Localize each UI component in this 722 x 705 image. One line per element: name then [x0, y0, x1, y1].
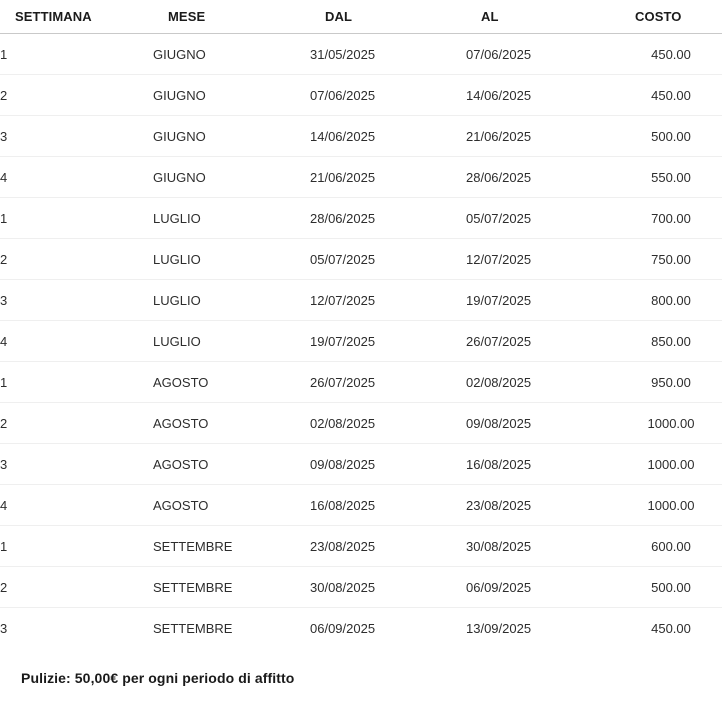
cell-costo: 450.00 [620, 608, 722, 649]
cell-costo: 950.00 [620, 362, 722, 403]
column-header-al: AL [466, 0, 620, 34]
cell-mese: LUGLIO [153, 280, 310, 321]
cell-settimana: 3 [0, 608, 153, 649]
table-row [0, 444, 722, 485]
cell-al: 30/08/2025 [466, 526, 620, 567]
cell-costo: 700.00 [620, 198, 722, 239]
cell-dal: 23/08/2025 [310, 526, 466, 567]
cell-mese: SETTEMBRE [153, 608, 310, 649]
cell-settimana: 3 [0, 444, 153, 485]
cell-mese: AGOSTO [153, 444, 310, 485]
cell-mese: GIUGNO [153, 46, 206, 62]
cell-settimana: 2 [0, 403, 153, 444]
cell-costo: 800.00 [620, 280, 722, 321]
table-row [0, 198, 722, 239]
cell-dal: 31/05/2025 [310, 46, 376, 62]
cell-al: 13/09/2025 [466, 608, 620, 649]
cell-dal: 19/07/2025 [310, 321, 466, 362]
table-row [0, 34, 722, 75]
table-row [0, 608, 722, 649]
cell-dal: 30/08/2025 [310, 567, 466, 608]
cell-dal: 16/08/2025 [310, 485, 466, 526]
table-row [0, 116, 722, 157]
table-row [0, 403, 722, 444]
cell-dal: 09/08/2025 [310, 444, 466, 485]
cell-dal: 28/06/2025 [310, 198, 466, 239]
cell-dal: 14/06/2025 [310, 116, 466, 157]
table-row [0, 526, 722, 567]
cell-mese: AGOSTO [153, 403, 310, 444]
cell-dal: 21/06/2025 [310, 157, 466, 198]
cell-costo: 750.00 [620, 239, 722, 280]
cell-mese: LUGLIO [153, 321, 310, 362]
cell-al: 05/07/2025 [466, 198, 620, 239]
cell-al: 09/08/2025 [466, 403, 620, 444]
table-row [0, 280, 722, 321]
cell-mese: LUGLIO [153, 239, 310, 280]
cell-settimana: 1 [0, 526, 153, 567]
cell-al: 02/08/2025 [466, 362, 620, 403]
cell-mese: AGOSTO [153, 485, 310, 526]
cell-al: 23/08/2025 [466, 485, 620, 526]
table-row [0, 239, 722, 280]
cell-al: 28/06/2025 [466, 157, 620, 198]
cell-settimana: 4 [0, 157, 153, 198]
cell-settimana: 1 [0, 362, 153, 403]
table-row [0, 75, 722, 116]
cell-costo: 500.00 [620, 567, 722, 608]
cell-settimana: 4 [0, 485, 153, 526]
cell-costo: 850.00 [620, 321, 722, 362]
cell-dal: 07/06/2025 [310, 75, 466, 116]
cell-settimana: 2 [0, 239, 153, 280]
cell-al: 07/06/2025 [466, 46, 532, 62]
cell-dal: 12/07/2025 [310, 280, 466, 321]
table-row [0, 567, 722, 608]
cleaning-fee-note: Pulizie: 50,00€ per ogni periodo di affitto [21, 670, 295, 686]
cell-al: 26/07/2025 [466, 321, 620, 362]
cell-al: 16/08/2025 [466, 444, 620, 485]
table-row [0, 321, 722, 362]
cell-mese: LUGLIO [153, 198, 310, 239]
cell-mese: GIUGNO [153, 157, 310, 198]
column-header-costo: COSTO [620, 0, 722, 34]
cell-al: 06/09/2025 [466, 567, 620, 608]
column-header-mese: MESE [153, 0, 310, 34]
table-row [0, 157, 722, 198]
cell-dal: 02/08/2025 [310, 403, 466, 444]
cell-costo: 600.00 [620, 526, 722, 567]
table-header [0, 0, 722, 34]
column-header-dal: DAL [310, 0, 466, 34]
cell-al: 21/06/2025 [466, 116, 620, 157]
cell-settimana: 2 [0, 567, 153, 608]
cell-costo: 1000.00 [620, 403, 722, 444]
cell-settimana: 3 [0, 116, 153, 157]
cell-costo: 500.00 [620, 116, 722, 157]
table-body [0, 34, 722, 649]
cell-settimana: 2 [0, 75, 153, 116]
cell-settimana: 4 [0, 321, 153, 362]
table-header-row [0, 0, 722, 34]
cell-costo: 450.00 [620, 75, 722, 116]
table-row [0, 485, 722, 526]
table-row [0, 362, 722, 403]
cell-settimana: 1 [0, 198, 153, 239]
cell-mese: SETTEMBRE [153, 526, 310, 567]
cell-dal: 26/07/2025 [310, 362, 466, 403]
column-header-settimana: SETTIMANA [0, 0, 153, 34]
cell-costo: 450.00 [651, 46, 691, 62]
cell-costo: 1000.00 [620, 444, 722, 485]
cell-costo: 1000.00 [620, 485, 722, 526]
cell-settimana: 3 [0, 280, 153, 321]
cell-mese: AGOSTO [153, 362, 310, 403]
cell-al: 12/07/2025 [466, 239, 620, 280]
cell-costo: 550.00 [620, 157, 722, 198]
cell-al: 14/06/2025 [466, 75, 620, 116]
cell-dal: 06/09/2025 [310, 608, 466, 649]
cell-dal: 05/07/2025 [310, 239, 466, 280]
cell-al: 19/07/2025 [466, 280, 620, 321]
cell-mese: SETTEMBRE [153, 567, 310, 608]
cell-settimana: 1 [0, 46, 8, 62]
cell-mese: GIUGNO [153, 116, 310, 157]
cell-mese: GIUGNO [153, 75, 310, 116]
